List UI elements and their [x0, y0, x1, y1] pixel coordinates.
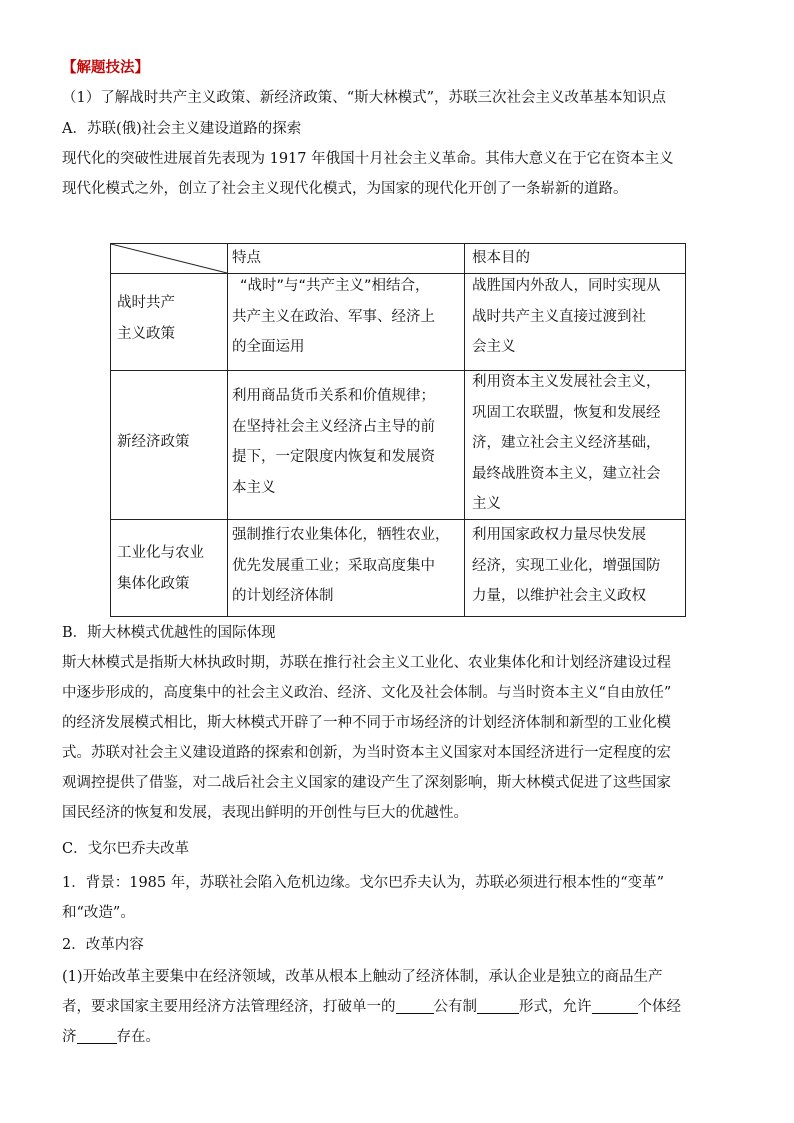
section-c-item-line-blanks: 者，要求国家主要用经济方法管理经济，打破单一的 公有制 形式，允许 个体经	[62, 999, 681, 1015]
row-3-feature: 强制推行农业集体化，牺牲农业， 优先发展重工业；采取高度集中 的计划经济体制	[232, 527, 450, 604]
section-b-para-line: 观调控提供了借鉴，对二战后社会主义国家的建设产生了深刻影响，斯大林模式促进了这些国家	[62, 775, 671, 791]
section-b-para-line: 斯大林模式是指斯大林执政时期，苏联在推行社会主义工业化、农业集体化和计划经济建设过程	[62, 655, 671, 671]
table-header-feature: 特点	[232, 250, 261, 266]
intro-text: （1）了解战时共产主义政策、新经济政策、“斯大林模式”，苏联三次社会主义改革基本知识点	[62, 90, 667, 106]
policy-table	[110, 243, 686, 617]
fill-blank[interactable]	[477, 997, 519, 1014]
section-a-para-line: 现代化模式之外，创立了社会主义现代化模式，为国家的现代化开创了一条崭新的道路。	[62, 181, 628, 197]
row-1-feature: “战时”与“共产主义”相结合， 共产主义在政治、军事、经济上 的全面运用	[232, 278, 435, 355]
row-2-goal: 利用资本主义发展社会主义， 巩固工农联盟，恢复和发展经 济，建立社会主义经济基础， 最终战胜资本主义，建立社会 主义	[472, 374, 661, 512]
section-b-para-line: 式。苏联对社会主义建设道路的探索和创新，为当时资本主义国家对本国经济进行一定程度的宏	[62, 745, 671, 761]
fill-blank[interactable]	[77, 1027, 117, 1044]
section-b-para-line: 国民经济的恢复和发展，表现出鲜明的开创性与巨大的优越性。	[62, 805, 468, 821]
section-c-content-title: 2．改革内容	[62, 937, 144, 953]
table-col-divider	[227, 244, 228, 616]
row-2-feature: 利用商品货币关系和价值规律； 在坚持社会主义经济占主导的前 提下，一定限度内恢复和发展资 本主义	[232, 388, 435, 496]
section-c-item-line: (1)开始改革主要集中在经济领域，改革从根本上触动了经济体制，承认企业是独立的商品生产	[62, 969, 663, 985]
section-c-background-line: 1．背景：1985 年，苏联社会陷入危机边缘。戈尔巴乔夫认为，苏联必须进行根本性的“变革”	[62, 875, 665, 891]
table-header-goal: 根本目的	[472, 250, 530, 266]
table-col-divider	[464, 244, 465, 616]
row-2-name: 新经济政策	[117, 434, 190, 450]
table-diagonal-line	[111, 244, 229, 274]
fill-blank[interactable]	[396, 997, 434, 1014]
section-a-title: A．苏联(俄)社会主义建设道路的探索	[62, 121, 302, 137]
row-1-goal: 战胜国内外敌人，同时实现从 战时共产主义直接过渡到社 会主义	[472, 278, 661, 355]
fill-blank[interactable]	[592, 997, 638, 1014]
section-c-background-line: 和“改造”。	[62, 905, 135, 921]
row-3-goal: 利用国家政权力量尽快发展 经济，实现工业化，增强国防 力量，以维护社会主义政权	[472, 527, 661, 604]
section-b-title: B．斯大林模式优越性的国际体现	[62, 625, 276, 641]
section-b-para-line: 的经济发展模式相比，斯大林模式开辟了一种不同于市场经济的计划经济体制和新型的工业化模	[62, 715, 671, 731]
heading: 【解题技法】	[62, 60, 149, 76]
section-c-title: C．戈尔巴乔夫改革	[62, 841, 190, 857]
row-3-name: 工业化与农业 集体化政策	[117, 545, 204, 592]
section-a-para-line: 现代化的突破性进展首先表现为 1917 年俄国十月社会主义革命。其伟大意义在于它在资本主义	[62, 151, 674, 167]
row-1-name: 战时共产 主义政策	[117, 295, 175, 342]
section-c-item-line-blanks: 济 存在。	[62, 1029, 160, 1045]
section-b-para-line: 中逐步形成的，高度集中的社会主义政治、经济、文化及社会体制。与当时资本主义“自由放任”	[62, 685, 672, 701]
